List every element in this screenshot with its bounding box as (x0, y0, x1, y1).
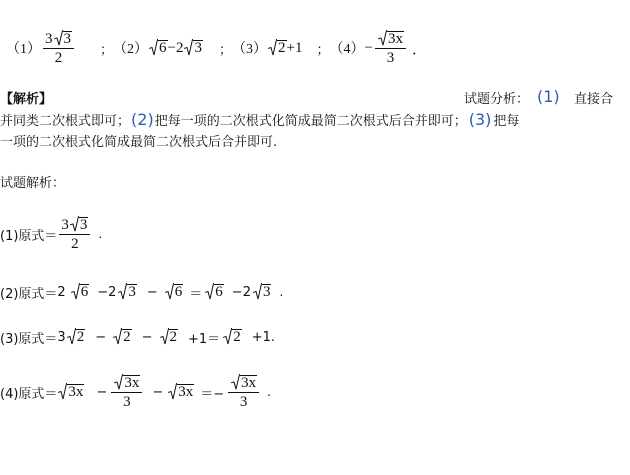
analysis-text-1: 直接合 (574, 92, 614, 107)
s3-radical-4: 2 (223, 329, 242, 346)
solution-1 (0, 212, 102, 256)
problem-label-3: （3） (232, 42, 267, 57)
s2-label: (2)原式＝ (0, 286, 58, 302)
p1-radical: 3 (54, 31, 73, 47)
analysis-num-1: (1) (537, 87, 560, 106)
p2-radical-1: 6 (149, 40, 168, 57)
s2-radical-5: 3 (253, 284, 272, 301)
s2-c2: −2 (97, 284, 117, 300)
s2-minus: − (146, 284, 158, 300)
sep-3: ； (316, 41, 330, 57)
analysis-line-2 (0, 109, 519, 129)
solution-2 (0, 281, 283, 303)
p4-radical: 3x (378, 31, 404, 47)
problem-label-2: （2） (113, 42, 149, 57)
problem-line (6, 26, 427, 70)
problem-4-fraction (375, 31, 406, 66)
s4-radical-1: 3x (58, 384, 84, 401)
s2-radical-3: 6 (165, 284, 184, 301)
s4-den-1: 3 (123, 393, 131, 410)
s1-label: (1)原式＝ (0, 228, 58, 244)
s3-tail: +1. (251, 329, 275, 345)
s2-end: . (279, 285, 284, 299)
problem-label-4: （4） (329, 42, 365, 57)
s1-end: . (98, 227, 103, 241)
s2-radical-2: 3 (118, 284, 137, 301)
s1-radical: 3 (70, 217, 89, 233)
analysis-heading: 【解析】 (0, 92, 53, 107)
analysis-num-3: (3) (468, 109, 492, 129)
s4-den-2: 3 (239, 393, 248, 410)
p3-op: +1 (286, 39, 303, 56)
sep-2: ； (218, 41, 232, 57)
s4-fraction-2 (228, 375, 259, 410)
p2-radical-2: 3 (184, 40, 203, 57)
s3-minus-1: − (95, 329, 107, 345)
s4-eq: ＝− (200, 386, 225, 402)
s2-radical-4: 6 (205, 284, 224, 301)
p3-radical: 2 (268, 40, 287, 57)
s4-label: (4)原式＝ (0, 386, 58, 402)
solution-heading: 试题解析： (0, 176, 66, 191)
solution-3 (0, 326, 275, 348)
s4-minus-1: − (96, 384, 108, 400)
analysis-num-2: (2) (131, 109, 154, 129)
p2-op: − (167, 39, 176, 56)
analysis-text-2a: 并同类二次根式即可； (0, 113, 131, 129)
s1-fraction (59, 217, 90, 252)
s4-minus-2: − (152, 384, 164, 400)
analysis-line-1 (0, 88, 630, 108)
s2-c3: −2 (231, 284, 251, 300)
s4-radical-3: 3x (168, 384, 194, 401)
s3-minus-2: − (141, 329, 153, 345)
s3-radical-2: 2 (113, 329, 132, 346)
p2-coef: 2 (175, 39, 184, 56)
p4-den: 3 (386, 49, 395, 66)
s3-label: (3)原式＝ (0, 331, 58, 347)
s1-coef: 3 (61, 216, 69, 233)
solution-4 (0, 370, 271, 414)
s4-radical-4: 3x (231, 375, 257, 391)
s3-plus-eq: +1＝ (188, 331, 221, 347)
s2-eq: ＝ (189, 286, 203, 302)
problem-label-1: （1） (6, 42, 41, 57)
s1-den: 2 (71, 235, 79, 252)
analysis-label: 试题分析： (464, 92, 530, 107)
p4-sign: − (364, 39, 373, 56)
s3-radical-3: 2 (160, 329, 179, 346)
s2-c1: 2 (57, 284, 66, 300)
analysis-text-2b: 把每一项的二次根式化简成最简二次根式后合并即可； (154, 113, 467, 129)
s3-c1: 3 (57, 329, 66, 345)
s4-end: . (267, 385, 271, 399)
analysis-text-3: 一项的二次根式化简成最简二次根式后合并即可. (0, 135, 278, 150)
analysis-text-3a: 把每 (493, 113, 520, 129)
problem-end: ． (411, 41, 427, 58)
sep-1: ； (100, 41, 114, 57)
analysis-line-3 (0, 131, 277, 151)
s4-fraction-1 (111, 375, 142, 410)
s4-radical-2: 3x (114, 375, 140, 391)
p1-coef: 3 (45, 30, 53, 47)
s2-radical-1: 6 (71, 284, 90, 301)
problem-1-fraction (43, 31, 74, 66)
p1-den: 2 (54, 49, 63, 66)
s3-radical-1: 2 (67, 329, 86, 346)
